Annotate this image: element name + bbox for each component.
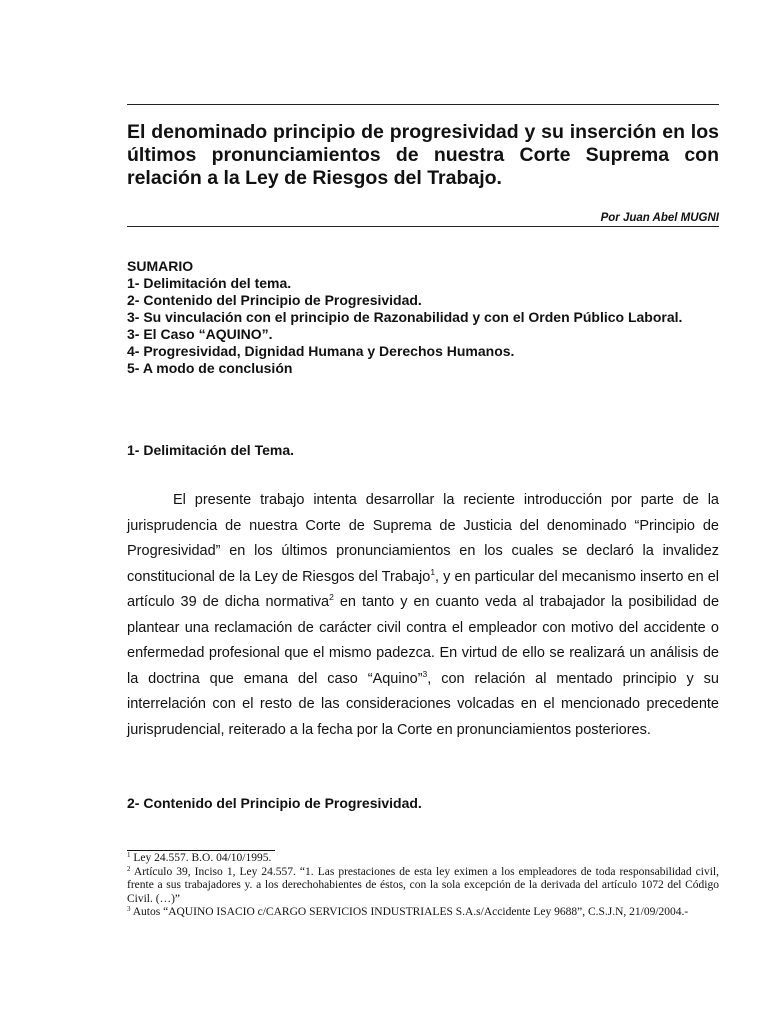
footnote-ref[interactable]: 3 bbox=[422, 668, 428, 679]
footnote-mark: 3 bbox=[127, 905, 131, 913]
footnote bbox=[127, 906, 719, 920]
summary-item: 2- Contenido del Principio de Progresividad. bbox=[127, 292, 422, 308]
footnote-text: Ley 24.557. B.O. 04/10/1995. bbox=[130, 852, 272, 864]
footnote-ref[interactable]: 1 bbox=[430, 566, 436, 577]
document-title: El denominado principio de progresividad y su inserción en los últimos pronunciamientos de nuestra Corte Suprema con relación a la Ley de Riesgos del Trabajo. bbox=[127, 121, 719, 189]
paragraph-text: El presente trabajo intenta desarrollar la reciente introducción por parte de la jurisprudencia de nuestra Corte de Suprema de Justicia del denominado “Principio de Progresividad” en los últimos pronunciamientos en los cuales se declaró la invalidez constitucional de la Ley de Riesgos del Trabajo bbox=[127, 492, 719, 585]
summary-item: 3- El Caso “AQUINO”. bbox=[127, 326, 273, 342]
summary-block bbox=[127, 258, 719, 377]
footnote-text: Autos “AQUINO ISACIO c/CARGO SERVICIOS INDUSTRIALES S.A.s/Accidente Ley 9688”, C.S.J.N, 21/09/2004.- bbox=[130, 906, 689, 918]
top-rule bbox=[127, 104, 719, 105]
footnote-text: Artículo 39, Inciso 1, Ley 24.557. “1. Las prestaciones de esta ley eximen a los empleadores de toda responsabilidad civil, frente a sus trabajadores y. a los derechohabientes de éstos, con la sola excepción de la derivada del artículo 1072 del Código Civil. (…)” bbox=[127, 865, 719, 905]
summary-item: 3- Su vinculación con el principio de Razonabilidad y con el Orden Público Laboral. bbox=[127, 309, 683, 325]
footnote-mark: 2 bbox=[127, 864, 131, 873]
author-line: Por Juan Abel MUGNI bbox=[600, 212, 719, 224]
section-1-paragraph bbox=[127, 488, 719, 743]
summary-heading: SUMARIO bbox=[127, 258, 194, 274]
footnote-mark: 1 bbox=[127, 851, 131, 859]
paragraph-text: , con relación al mentado principio y su interrelación con el resto de las consideraciones volcadas en el mencionado precedente jurisprudencial, reiterado a la fecha por la Corte en pronunciamientos posteriores. bbox=[127, 670, 719, 738]
author-rule bbox=[127, 226, 719, 227]
summary-item: 1- Delimitación del tema. bbox=[127, 275, 292, 291]
paragraph-text: , y en particular del mecanismo inserto en el artículo 39 de dicha normativa bbox=[127, 568, 719, 610]
summary-item: 4- Progresividad, Dignidad Humana y Derechos Humanos. bbox=[127, 343, 515, 359]
footnotes bbox=[127, 852, 719, 920]
section-1-heading: 1- Delimitación del Tema. bbox=[127, 442, 295, 458]
footnote bbox=[127, 852, 719, 866]
section-2-heading: 2- Contenido del Principio de Progresividad. bbox=[127, 795, 422, 811]
footnote-separator bbox=[127, 850, 275, 851]
footnote-ref[interactable]: 2 bbox=[329, 592, 334, 602]
paragraph-text: en tanto y en cuanto veda al trabajador la posibilidad de plantear una reclamación de carácter civil contra el empleador con motivo del accidente o enfermedad profesional que el mismo padezca. En virtud de ello se realizará un análisis de la doctrina que emana del caso “Aquino” bbox=[127, 594, 720, 687]
summary-item: 5- A modo de conclusión bbox=[127, 360, 293, 376]
footnote bbox=[127, 866, 719, 907]
